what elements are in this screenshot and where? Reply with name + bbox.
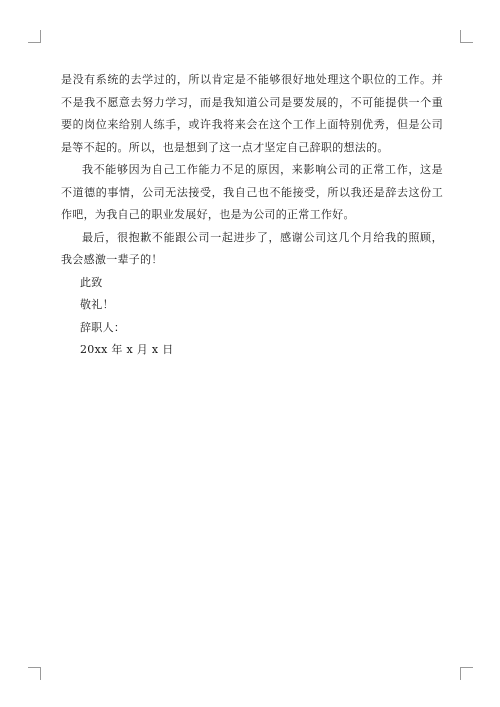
closing-regards: 敬礼！: [80, 298, 114, 311]
crop-mark-bottom-right: [460, 667, 473, 680]
crop-mark-top-left: [28, 30, 41, 43]
signer-label: 辞职人：: [80, 320, 126, 334]
paragraph-thanks: 最后，很抱歉不能跟公司一起进步了，感谢公司这几个月给我的照顾，我会感激一辈子的！: [61, 230, 443, 266]
letter-date: 20xx 年 x 月 x 日: [80, 343, 174, 356]
paragraph-continuation: 是没有系统的去学过的，所以肯定是不能够很好地处理这个职位的工作。并不是我不愿意去努力学习，而是我知道公司是要发展的，不可能提供一个重要的岗位来给别人练手，或许我将来会在这个工作上面特别优秀，但是公司是等不起的。所以，也是想到了这一点才坚定自己辞职的想法的。: [61, 73, 443, 154]
crop-mark-bottom-left: [28, 667, 41, 680]
paragraph-work-ability: 我不能够因为自己工作能力不足的原因，来影响公司的正常工作，这是不道德的事情，公司无法接受，我自己也不能接受，所以我还是辞去这份工作吧，为我自己的职业发展好，也是为公司的正常工作好。: [61, 163, 443, 221]
crop-mark-top-right: [460, 30, 473, 43]
letter-body: [61, 69, 443, 362]
closing-salutation: 此致: [80, 275, 103, 289]
